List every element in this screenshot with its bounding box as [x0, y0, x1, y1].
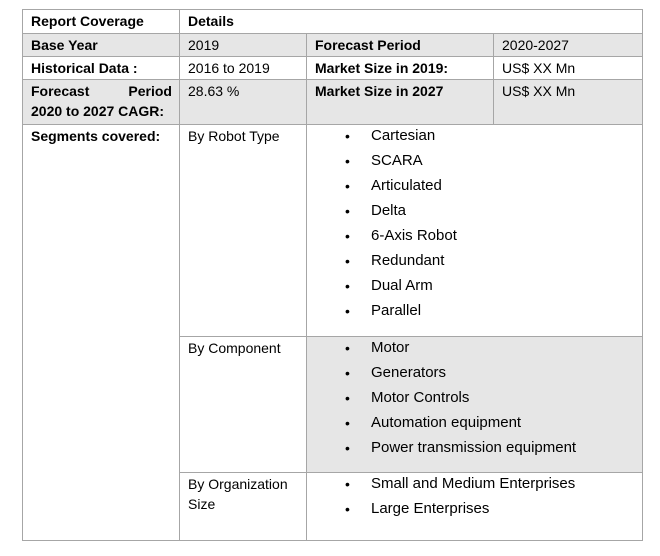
historical-data-label: Historical Data : — [23, 57, 180, 80]
header-details: Details — [180, 10, 643, 34]
segment-item-label: Motor Controls — [371, 389, 470, 406]
segment-robot-type-row — [23, 125, 643, 337]
bullet-icon: • — [345, 303, 350, 319]
base-year-value: 2019 — [180, 34, 307, 57]
segment-item-label: Large Enterprises — [371, 500, 490, 517]
forecast-period-value: 2020-2027 — [494, 34, 643, 57]
segment-list-item — [315, 126, 635, 151]
market-size-2027-value: US$ XX Mn — [494, 80, 643, 125]
segment-item-label: Cartesian — [371, 127, 436, 144]
historical-data-value: 2016 to 2019 — [180, 57, 307, 80]
segment-list-item — [315, 499, 635, 524]
segment-item-list — [315, 126, 635, 326]
cagr-label-line1 — [31, 81, 172, 101]
cagr-label-line2: 2020 to 2027 CAGR: — [31, 103, 165, 119]
segment-item-list — [315, 474, 635, 524]
segment-list-item — [315, 201, 635, 226]
bullet-icon: • — [345, 340, 350, 356]
segment-items-cell — [307, 473, 643, 541]
bullet-icon: • — [345, 153, 350, 169]
historical-row — [23, 57, 643, 80]
segment-list-item — [315, 338, 635, 363]
bullet-icon: • — [345, 365, 350, 381]
bullet-icon: • — [345, 228, 350, 244]
header-row — [23, 10, 643, 34]
segment-items-cell — [307, 337, 643, 473]
segment-list-item — [315, 251, 635, 276]
market-size-2019-value: US$ XX Mn — [494, 57, 643, 80]
bullet-icon: • — [345, 440, 350, 456]
segment-list-item — [315, 151, 635, 176]
base-year-row — [23, 34, 643, 57]
report-coverage-table — [22, 9, 643, 541]
header-report-coverage: Report Coverage — [23, 10, 180, 34]
bullet-icon: • — [345, 203, 350, 219]
segment-item-label: Articulated — [371, 177, 442, 194]
segment-item-label: Redundant — [371, 252, 445, 269]
market-size-2019-label: Market Size in 2019: — [307, 57, 494, 80]
segment-item-label: Automation equipment — [371, 414, 522, 431]
segment-item-label: Dual Arm — [371, 277, 433, 294]
cagr-label — [23, 80, 180, 125]
segment-item-label: Power transmission equipment — [371, 439, 577, 456]
segment-list-item — [315, 226, 635, 251]
segment-list-item — [315, 388, 635, 413]
segment-item-list — [315, 338, 635, 463]
bullet-icon: • — [345, 476, 350, 492]
base-year-label: Base Year — [23, 34, 180, 57]
segment-item-label: Motor — [371, 339, 410, 356]
forecast-period-label: Forecast Period — [307, 34, 494, 57]
segment-group-name: By Component — [180, 337, 307, 473]
segment-item-label: Small and Medium Enterprises — [371, 475, 576, 492]
segment-list-item — [315, 176, 635, 201]
bullet-icon: • — [345, 415, 350, 431]
segment-item-label: Generators — [371, 364, 447, 381]
segment-list-item — [315, 438, 635, 463]
market-size-2027-label: Market Size in 2027 — [307, 80, 494, 125]
cagr-label-word-forecast: Forecast — [31, 83, 90, 99]
bullet-icon: • — [345, 178, 350, 194]
segment-item-label: 6-Axis Robot — [371, 227, 457, 244]
cagr-value: 28.63 % — [180, 80, 307, 125]
cagr-row — [23, 80, 643, 125]
segment-list-item — [315, 413, 635, 438]
bullet-icon: • — [345, 128, 350, 144]
bullet-icon: • — [345, 390, 350, 406]
segment-group-name: By Robot Type — [180, 125, 307, 337]
cagr-label-word-period: Period — [128, 83, 172, 99]
segment-list-item — [315, 276, 635, 301]
bullet-icon: • — [345, 501, 350, 517]
segment-item-label: SCARA — [371, 152, 423, 169]
bullet-icon: • — [345, 278, 350, 294]
segment-items-cell — [307, 125, 643, 337]
segment-item-label: Parallel — [371, 302, 422, 319]
segment-group-name: By Organization Size — [180, 473, 307, 541]
segment-item-label: Delta — [371, 202, 407, 219]
segment-list-item — [315, 301, 635, 326]
segment-list-item — [315, 474, 635, 499]
bullet-icon: • — [345, 253, 350, 269]
segment-list-item — [315, 363, 635, 388]
segments-covered-label: Segments covered: — [23, 125, 180, 541]
